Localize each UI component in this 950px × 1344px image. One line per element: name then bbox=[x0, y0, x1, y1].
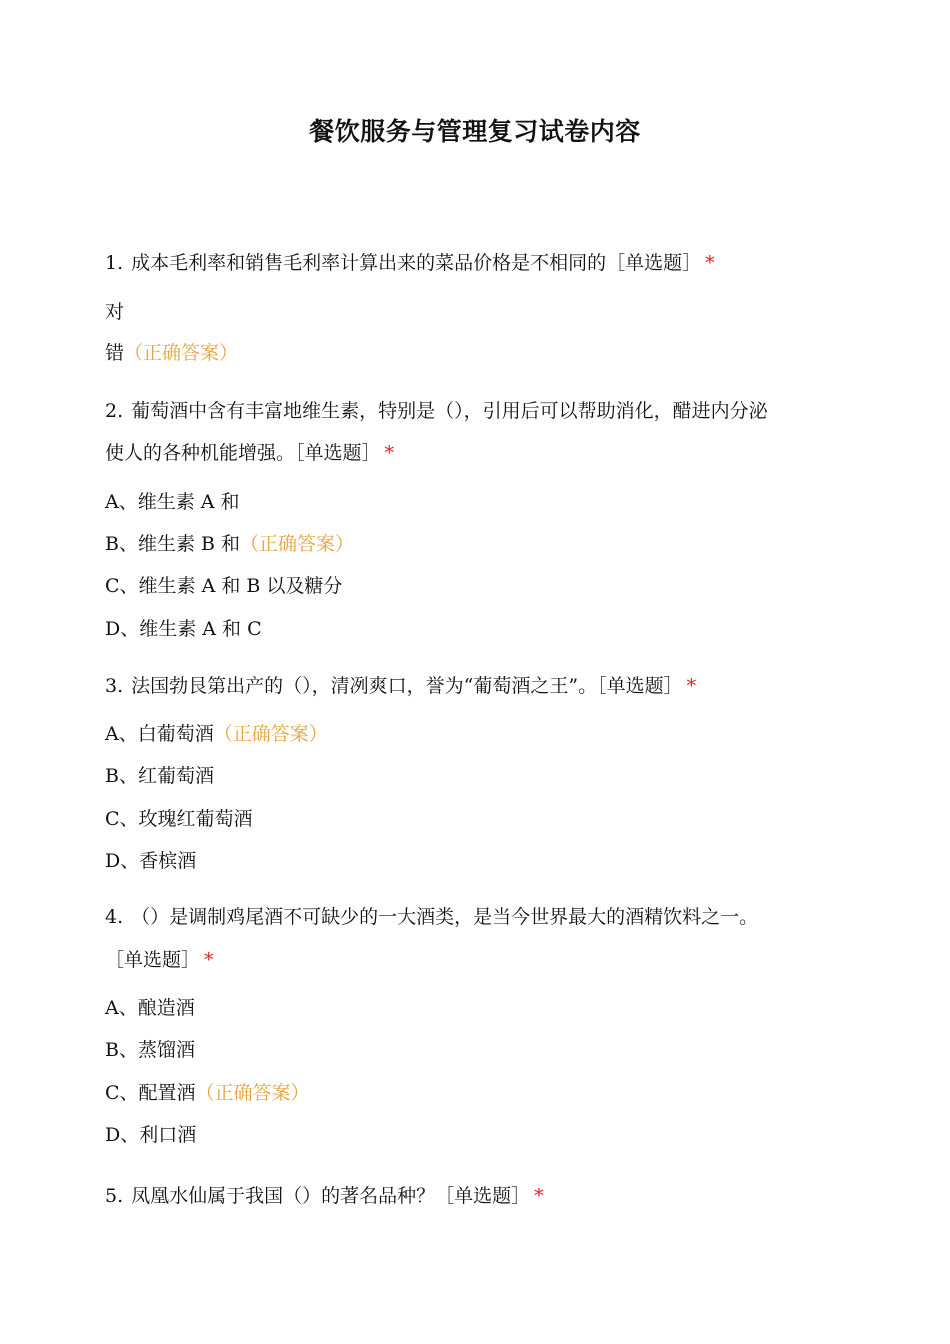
correct-answer-tag: （正确答案） bbox=[213, 723, 328, 745]
question-text: ［单选题］ bbox=[105, 949, 201, 971]
question-3-option-c bbox=[105, 806, 253, 832]
required-mark: * bbox=[686, 675, 697, 697]
question-text: 葡萄酒中含有丰富地维生素，特别是（），引用后可以帮助消化，醋进内分泌 bbox=[131, 400, 768, 422]
question-2-line-1 bbox=[105, 398, 768, 424]
question-text: 成本毛利率和销售毛利率计算出来的菜品价格是不相同的［单选题］ bbox=[131, 252, 702, 274]
option-text: A、酿造酒 bbox=[105, 997, 195, 1019]
correct-answer-tag: （正确答案） bbox=[124, 342, 239, 364]
option-text: C、玫瑰红葡萄酒 bbox=[105, 808, 253, 830]
question-4-line-2 bbox=[105, 947, 214, 973]
option-text: D、香槟酒 bbox=[105, 850, 197, 872]
question-2-option-c bbox=[105, 573, 342, 599]
required-mark: * bbox=[534, 1185, 544, 1207]
question-text: 凤凰水仙属于我国（）的著名品种？［单选题］ bbox=[131, 1185, 531, 1207]
question-text: （）是调制鸡尾酒不可缺少的一大酒类，是当今世界最大的酒精饮料之一。 bbox=[131, 906, 759, 928]
option-text: 对 bbox=[105, 301, 125, 323]
option-text: B、红葡萄酒 bbox=[105, 765, 214, 787]
question-2-option-b bbox=[105, 531, 354, 557]
required-mark: * bbox=[204, 949, 214, 971]
question-4-line-1 bbox=[105, 904, 758, 930]
question-3-option-d bbox=[105, 848, 196, 874]
question-3-option-a bbox=[105, 721, 328, 747]
option-text: C、配置酒 bbox=[105, 1082, 196, 1104]
question-number: 3. bbox=[105, 675, 124, 697]
option-text: 错 bbox=[105, 342, 125, 364]
question-number: 5. bbox=[105, 1185, 124, 1207]
question-4-option-b bbox=[105, 1037, 195, 1063]
question-3-line-1 bbox=[105, 673, 696, 699]
page-title: 餐饮服务与管理复习试卷内容 bbox=[309, 117, 641, 146]
correct-answer-tag: （正确答案） bbox=[195, 1082, 310, 1104]
option-text: C、维生素 A 和 B 以及糖分 bbox=[105, 575, 343, 597]
option-text: D、维生素 A 和 C bbox=[105, 618, 262, 640]
question-2-option-a bbox=[105, 489, 240, 515]
question-4-option-c bbox=[105, 1080, 310, 1106]
question-number: 4. bbox=[105, 906, 124, 928]
correct-answer-tag: （正确答案） bbox=[240, 533, 355, 555]
option-text: B、维生素 B 和 bbox=[105, 533, 241, 555]
required-mark: * bbox=[384, 442, 395, 464]
question-1-line-1 bbox=[105, 250, 715, 276]
option-text: B、蒸馏酒 bbox=[105, 1039, 195, 1061]
question-2-option-d bbox=[105, 616, 262, 642]
option-text: D、利口酒 bbox=[105, 1124, 197, 1146]
question-2-line-2 bbox=[105, 440, 394, 466]
option-text: A、白葡萄酒 bbox=[105, 723, 214, 745]
question-1-option-2 bbox=[105, 340, 238, 366]
question-number: 2. bbox=[105, 400, 124, 422]
option-text: A、维生素 A 和 bbox=[105, 491, 240, 513]
question-4-option-a bbox=[105, 995, 195, 1021]
question-number: 1. bbox=[105, 252, 124, 274]
required-mark: * bbox=[705, 252, 715, 274]
question-4-option-d bbox=[105, 1122, 196, 1148]
question-text: 法国勃艮第出产的（），清冽爽口，誉为“葡萄酒之王”。［单选题］ bbox=[131, 675, 683, 697]
question-3-option-b bbox=[105, 763, 214, 789]
question-1-option-1 bbox=[105, 299, 124, 325]
question-5-line-1 bbox=[105, 1183, 544, 1209]
question-text: 使人的各种机能增强。［单选题］ bbox=[105, 442, 381, 464]
